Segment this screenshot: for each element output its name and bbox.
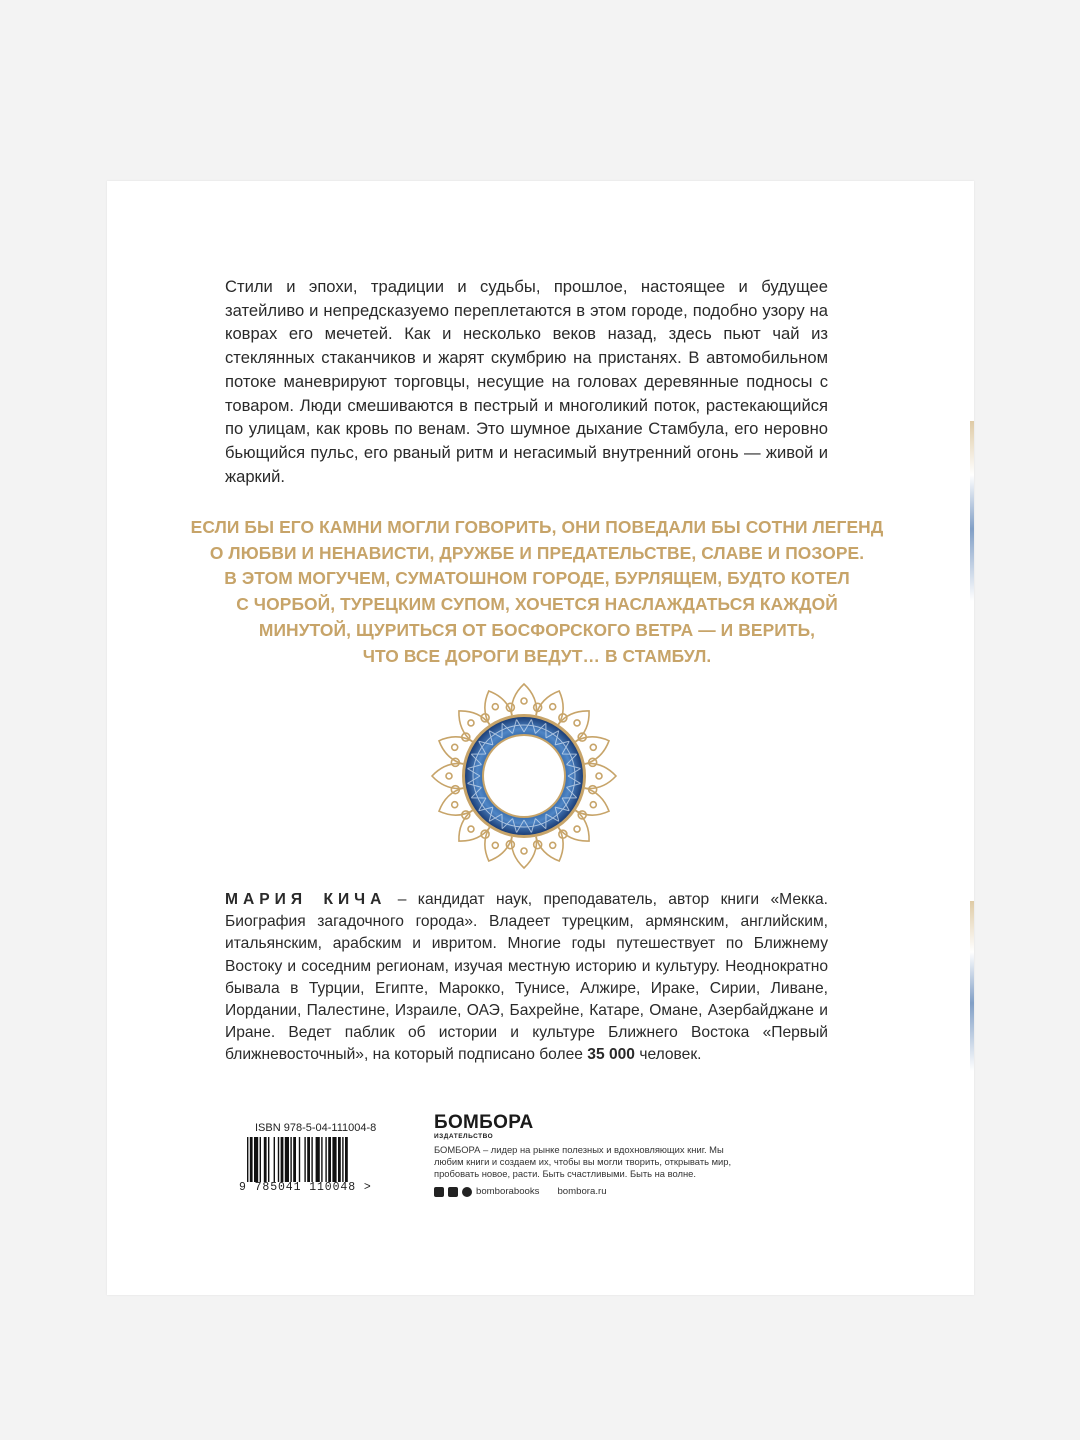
book-back-cover — [107, 181, 974, 1295]
publisher-block — [434, 1113, 784, 1197]
instagram-icon — [462, 1187, 472, 1197]
publisher-logo: БОМБОРА — [434, 1112, 534, 1133]
social-handle: bomborabooks — [476, 1186, 540, 1197]
book-description: Стили и эпохи, традиции и судьбы, прошлое, настоящее и будущее затейливо и непредсказуемо переплетаются в этом городе, подобно узору на коврах его мечетей. Как и несколько веков назад, здесь пьют чай из стеклянных стаканчиков и жарят скумбрию на пристанях. В автомобильном потоке маневрируют торговцы, несущие на головах деревянные подносы с товаром. Люди смешиваются в пестрый и многоликий поток, растекающийся по улицам, как кровь по венам. Это шумное дыхание Стамбула, его неровно бьющийся пульс, его рваный ритм и негасимый внутренний огонь — живой и жаркий. — [225, 277, 828, 486]
quote-line: ЧТО ВСЕ ДОРОГИ ВЕДУТ… В СТАМБУЛ. — [362, 645, 712, 666]
quote-line: С ЧОРБОЙ, ТУРЕЦКИМ СУПОМ, ХОЧЕТСЯ НАСЛАЖДАТЬСЯ КАЖДОЙ — [236, 594, 838, 615]
author-bio-text: – кандидат наук, преподаватель, автор книги «Мекка. Биография загадочного города». Владеет турецким, армянским, английским, итальянским, арабским и ивритом. Многие годы путешествует по Ближнему Востоку и соседним регионам, изучая местную историю и культуру. Неоднократно бывала в Турции, Египте, Марокко, Тунисе, Алжире, Ираке, Сирии, Ливане, Иордании, Палестине, Израиле, ОАЭ, Бахрейне, Катаре, Омане, Азербайджане и Иране. Ведет паблик об истории и культуре Ближнего Востока «Первый ближневосточный», на который подписано более — [225, 891, 828, 1064]
author-bio — [225, 889, 828, 1067]
gold-quote — [187, 515, 887, 669]
vk-icon — [448, 1187, 458, 1197]
quote-line: МИНУТОЙ, ЩУРИТЬСЯ ОТ БОСФОРСКОГО ВЕТРА — И ВЕРИТЬ, — [258, 619, 816, 640]
quote-line: В ЭТОМ МОГУЧЕМ, СУМАТОШНОМ ГОРОДЕ, БУРЛЯЩЕМ, БУДТО КОТЕЛ — [224, 568, 850, 589]
barcode-digits: 9 785041 110048 > — [239, 1181, 372, 1194]
subscriber-count: 35 000 — [587, 1046, 635, 1064]
author-name: МАРИЯ КИЧА — [225, 891, 387, 908]
publisher-social — [434, 1186, 784, 1197]
facebook-icon — [434, 1187, 444, 1197]
isbn-barcode — [239, 1122, 399, 1196]
quote-line: О ЛЮБВИ И НЕНАВИСТИ, ДРУЖБЕ И ПРЕДАТЕЛЬСТВЕ, СЛАВЕ И ПОЗОРЕ. — [209, 542, 865, 563]
mandala-ornament-icon — [429, 681, 619, 871]
barcode-icon — [247, 1137, 397, 1182]
publisher-site: bombora.ru — [557, 1186, 607, 1197]
publisher-slogan: БОМБОРА – лидер на рынке полезных и вдохновляющих книг. Мы любим книги и создаем их, чтобы вы могли творить, открывать мир, пробовать новое, расти. Быть счастливыми. Быть на волне. — [434, 1144, 732, 1179]
isbn-number: ISBN 978-5-04-111004-8 — [255, 1122, 377, 1134]
publisher-subtitle: ИЗДАТЕЛЬСТВО — [434, 1133, 494, 1140]
quote-line: ЕСЛИ БЫ ЕГО КАМНИ МОГЛИ ГОВОРИТЬ, ОНИ ПОВЕДАЛИ БЫ СОТНИ ЛЕГЕНД — [190, 517, 884, 537]
page-edge-decoration — [970, 901, 974, 1071]
page-edge-decoration — [970, 421, 974, 601]
author-bio-end: человек. — [634, 1046, 702, 1064]
